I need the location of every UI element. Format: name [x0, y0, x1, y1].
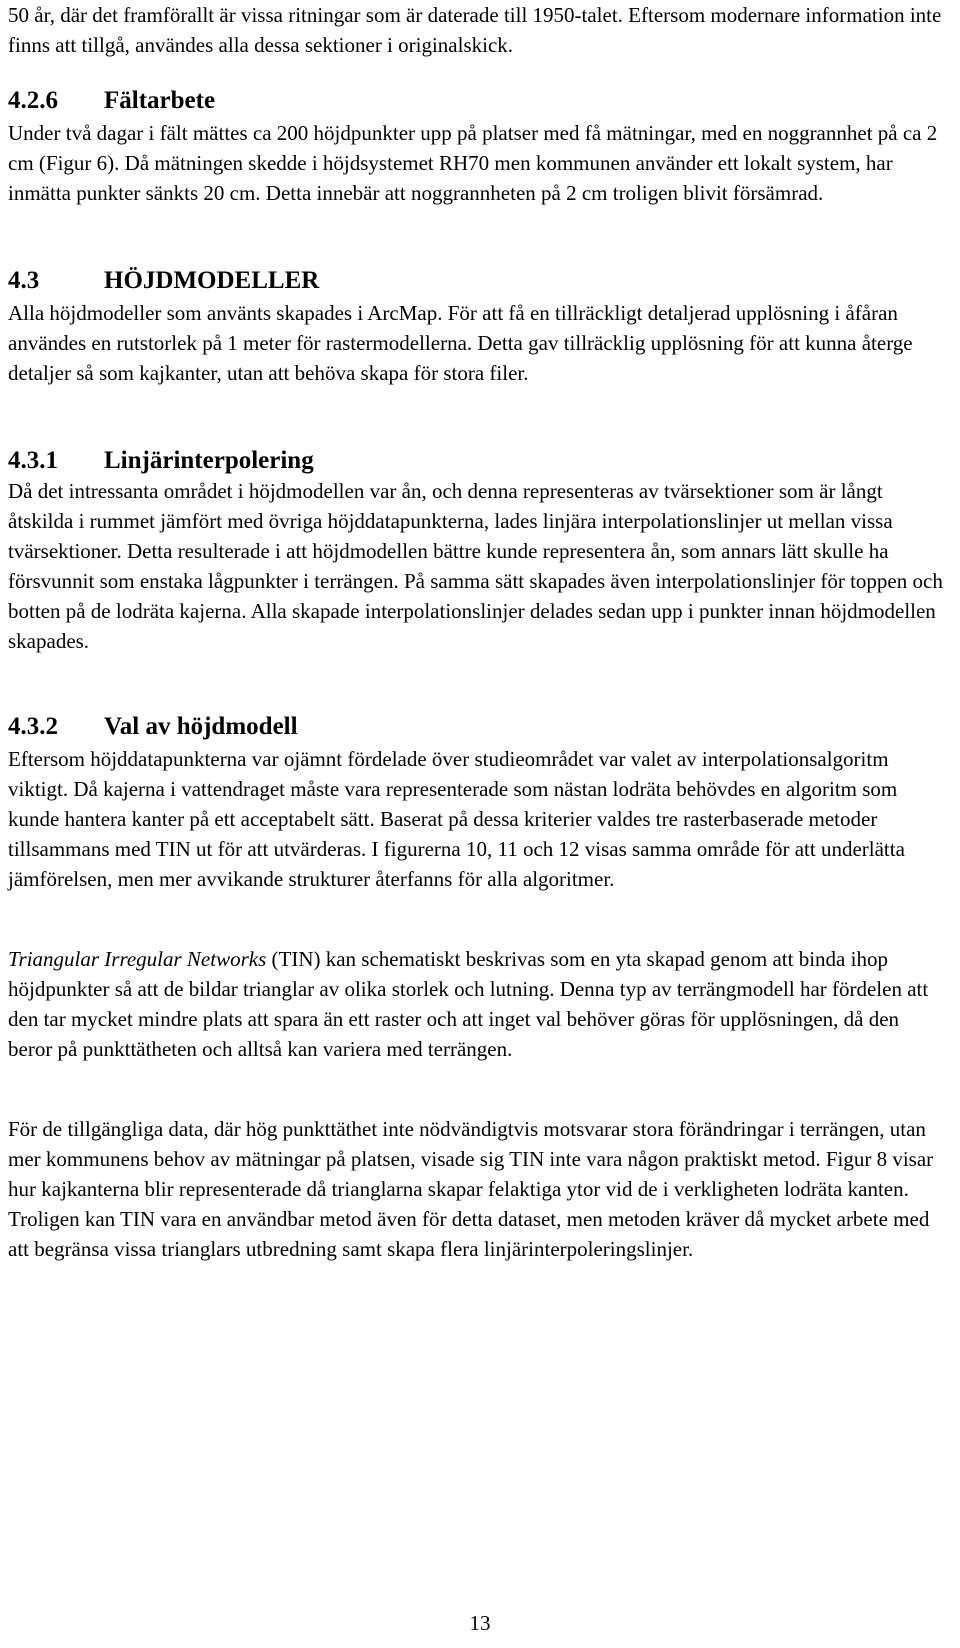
- section-4-2-6-body: Under två dagar i fält mättes ca 200 höjdpunkter upp på platser med få mätningar, med en noggrannhet på ca 2 cm (Figur 6). Då mätningen skedde i höjdsystemet RH70 men kommunen använder ett lokalt system, har inmätta punkter sänkts 20 cm. Detta innebär att noggrannheten på 2 cm troligen blivit försämrad.: [8, 121, 938, 205]
- tin-description: (TIN) kan schematiskt beskrivas som en yta skapad genom att binda ihop höjdpunkter så att de bildar trianglar av olika storlek och lutning. Denna typ av terrängmodell har fördelen att den tar mycket mindre plats att spara än ett raster och att inget val behöver göras för upplösningen, då den beror på punkttätheten och alltså kan variera med terrängen.: [8, 947, 929, 1061]
- section-number: 4.3: [8, 267, 40, 294]
- section-heading-4-3: [8, 266, 948, 296]
- tin-term: Triangular Irregular Networks: [8, 947, 267, 971]
- section-4-3-1-body: Då det intressanta området i höjdmodellen var ån, och denna representeras av tvärsektioner som är långt åtskilda i rummet jämfört med övriga höjddatapunkterna, lades linjära interpolationslinjer ut mellan vissa tvärsektioner. Detta resulterade i att höjdmodellen bättre kunde representera ån, som annars lätt skulle ha försvunnit som enstaka lågpunkter i terrängen. På samma sätt skapades även interpolationslinjer för toppen och botten på de lodräta kajerna. Alla skapade interpolationslinjer delades sedan upp i punkter innan höjdmodellen skapades.: [8, 479, 943, 653]
- section-4-3-body: Alla höjdmodeller som använts skapades i ArcMap. För att få en tillräckligt detaljerad upplösning i åfåran användes en rutstorlek på 1 meter för rastermodellerna. Detta gav tillräcklig upplösning för att kunna återge detaljer så som kajkanter, utan att behöva skapa för stora filer.: [8, 301, 913, 385]
- section-number: 4.2.6: [8, 87, 58, 114]
- section-heading-4-3-1: [8, 446, 948, 476]
- section-heading-4-3-2: [8, 712, 948, 742]
- tin-paragraph: [8, 944, 948, 1064]
- section-number: 4.3.2: [8, 713, 58, 740]
- intro-paragraph: 50 år, där det framförallt är vissa ritningar som är daterade till 1950-talet. Eftersom modernare information inte finns att tillgå, användes alla dessa sektioner i originalskick.: [8, 3, 942, 57]
- page-number: 13: [469, 1611, 491, 1635]
- section-title: Linjärinterpolering: [104, 447, 314, 474]
- section-number: 4.3.1: [8, 447, 58, 474]
- tin-evaluation-paragraph: För de tillgängliga data, där hög punkttäthet inte nödvändigtvis motsvarar stora förändringar i terrängen, utan mer kommunens behov av mätningar på platsen, visade sig TIN inte vara någon praktiskt metod. Figur 8 visar hur kajkanterna blir representerade då trianglarna skapar felaktiga ytor vid de i verkligheten lodräta kanten. Troligen kan TIN vara en användbar metod även för detta dataset, men metoden kräver då mycket arbete med att begränsa vissa trianglars utbredning samt skapa flera linjärinterpoleringslinjer.: [8, 1117, 934, 1261]
- section-heading-4-2-6: [8, 86, 948, 116]
- section-4-3-2-body: Eftersom höjddatapunkterna var ojämnt fördelade över studieområdet var valet av interpolationsalgoritm viktigt. Då kajerna i vattendraget måste vara representerade som nästan lodräta behövdes en algoritm som kunde hantera kanter på ett acceptabelt sätt. Baserat på dessa kriterier valdes tre rasterbaserade metoder tillsammans med TIN ut för att utvärderas. I figurerna 10, 11 och 12 visas samma område för att underlätta jämförelsen, men mer avvikande strukturer återfanns för alla algoritmer.: [8, 747, 905, 891]
- section-title: Fältarbete: [104, 87, 216, 114]
- section-title: HÖJDMODELLER: [104, 267, 320, 294]
- section-title: Val av höjdmodell: [104, 713, 298, 740]
